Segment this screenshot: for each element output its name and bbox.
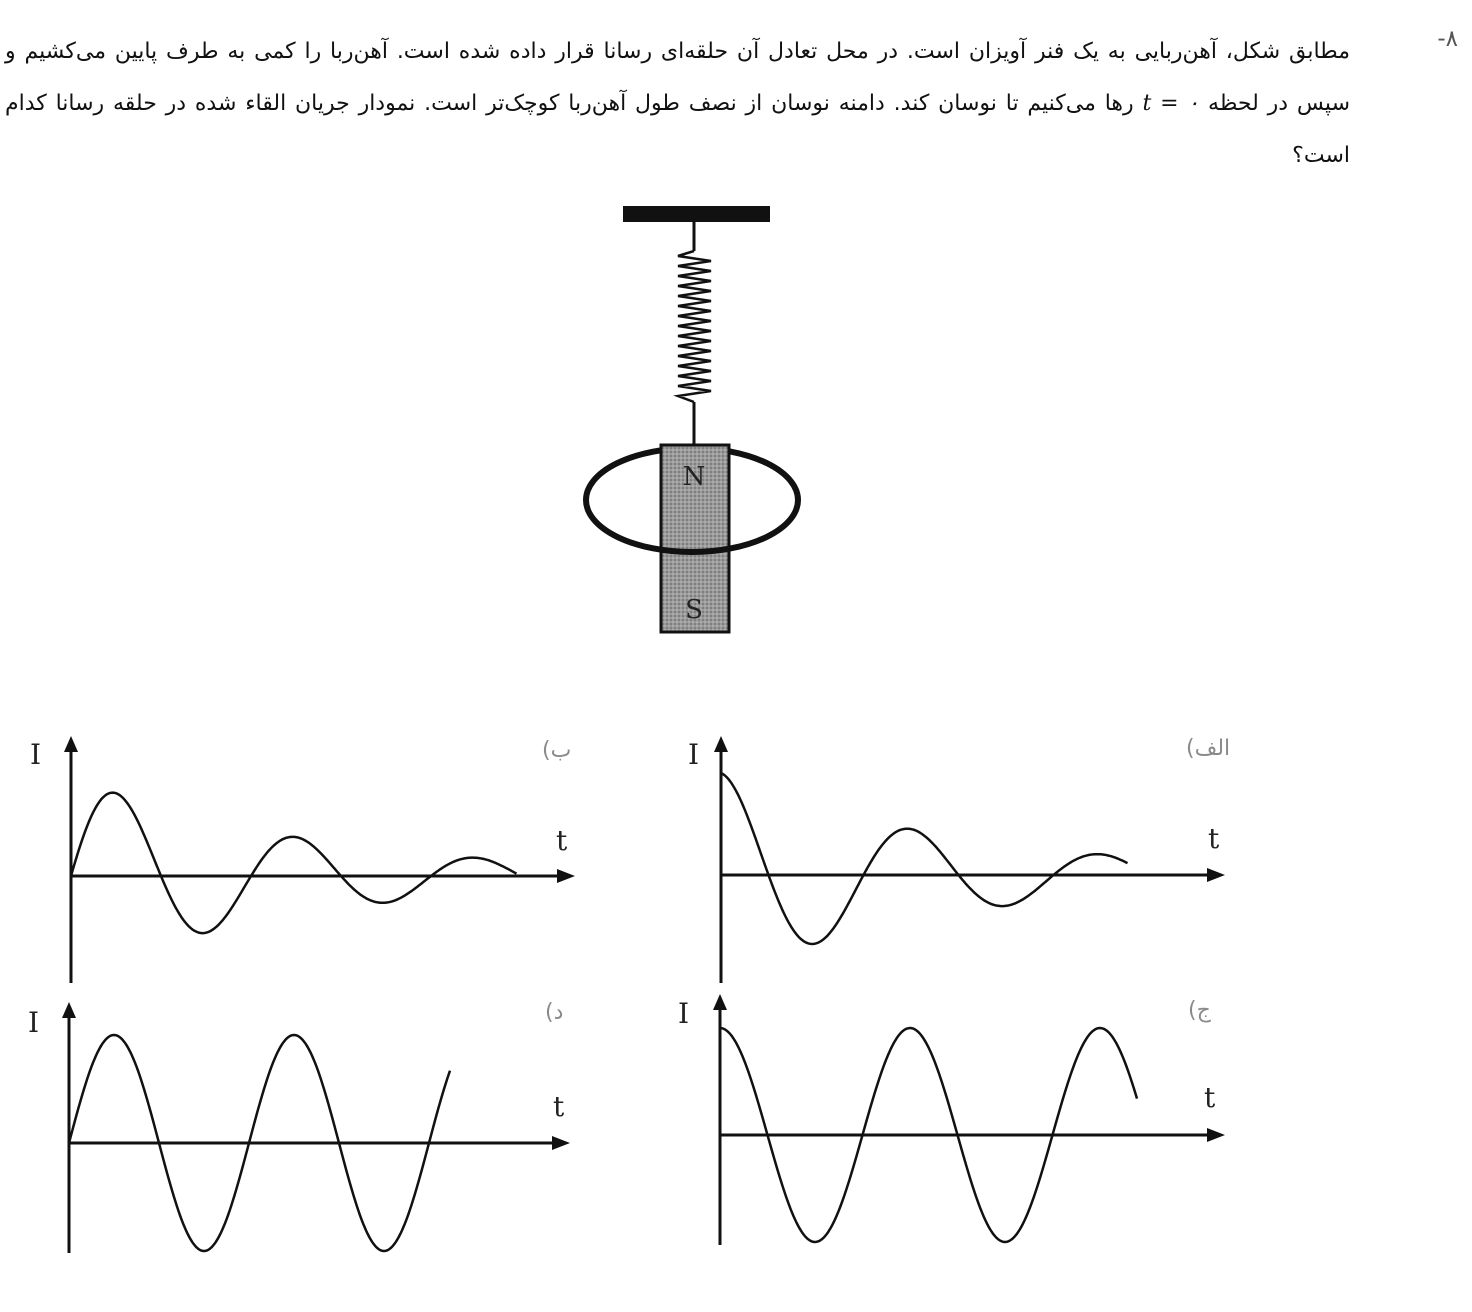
current-curve	[71, 793, 517, 934]
x-axis-arrow	[1207, 1128, 1225, 1142]
graph-option-alef	[640, 728, 1240, 988]
option-label-jim: ج)	[1188, 998, 1211, 1023]
x-axis-label: t	[1208, 822, 1220, 855]
y-axis-arrow	[62, 1002, 76, 1018]
magnet-spring-figure	[570, 195, 830, 645]
graph-option-jim	[640, 990, 1240, 1250]
x-axis-arrow	[1207, 868, 1225, 882]
north-pole-label: N	[682, 462, 706, 492]
y-axis-arrow	[64, 736, 78, 752]
x-axis-label: t	[556, 824, 568, 857]
x-axis-label: t	[553, 1090, 565, 1123]
graph-option-be	[0, 728, 590, 988]
question-text-before: مطابق شکل، آهن‌ربایی به یک فنر آویزان است. در محل تعادل آن حلقه‌ای رسانا قرار داده شده است. آهن‌ربا را کمی به طرف پایین می‌کشیم و سپس در لحظه	[5, 39, 1350, 116]
option-label-dal: د)	[545, 1000, 564, 1025]
option-label-alef: الف)	[1186, 736, 1231, 761]
question-text	[5, 26, 1350, 182]
y-axis-arrow	[713, 994, 727, 1010]
option-label-be: ب)	[542, 738, 572, 763]
x-axis-arrow	[552, 1136, 570, 1150]
question-text-after: رها می‌کنیم تا نوسان کند. دامنه نوسان از نصف طول آهن‌ربا کوچک‌تر است. نمودار جریان القاء شده در حلقه رسانا کدام است؟	[5, 91, 1350, 168]
y-axis-label: I	[30, 738, 42, 771]
current-curve	[721, 773, 1128, 944]
x-axis-label: t	[1204, 1081, 1216, 1114]
ceiling-support	[623, 206, 770, 222]
x-axis-arrow	[557, 869, 575, 883]
question-math: t = ۰	[1142, 91, 1200, 116]
y-axis-label: I	[28, 1006, 40, 1039]
spring	[678, 251, 711, 402]
y-axis-label: I	[678, 997, 690, 1030]
south-pole-label: S	[685, 595, 703, 625]
y-axis-arrow	[714, 736, 728, 752]
question-number: ۸-	[1437, 26, 1458, 52]
graph-option-dal	[0, 998, 590, 1258]
y-axis-label: I	[688, 738, 700, 771]
